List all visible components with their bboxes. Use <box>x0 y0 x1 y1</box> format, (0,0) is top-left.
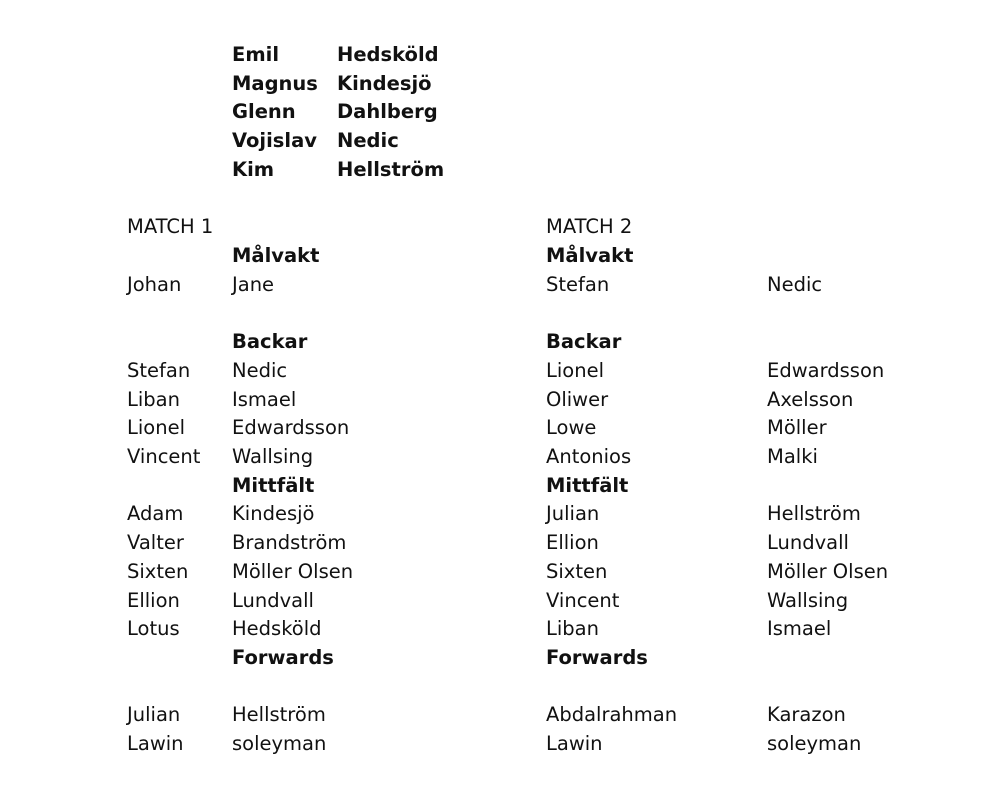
match1-player-first-name: Lionel <box>127 416 185 439</box>
match1-player-last-name: Jane <box>232 273 275 296</box>
match1-player-first-name: Liban <box>127 388 180 411</box>
staff-last-name: Nedic <box>337 129 399 152</box>
match1-midfield-heading: Mittfält <box>232 474 315 497</box>
match2-title: MATCH 2 <box>546 215 633 238</box>
match1-defenders-heading: Backar <box>232 330 308 353</box>
match1-player-last-name: soleyman <box>232 732 327 755</box>
match1-player-last-name: Nedic <box>232 359 288 382</box>
staff-first-name: Magnus <box>232 72 318 95</box>
match1-player-first-name: Lotus <box>127 617 180 640</box>
match1-player-last-name: Edwardsson <box>232 416 350 439</box>
match2-defenders-heading: Backar <box>546 330 622 353</box>
match1-player-last-name: Möller Olsen <box>232 560 354 583</box>
match1-player-first-name: Vincent <box>127 445 201 468</box>
match1-player-first-name: Sixten <box>127 560 189 583</box>
match1-player-first-name: Valter <box>127 531 184 554</box>
match2-player-first-name: Stefan <box>546 273 610 296</box>
match2-player-last-name: Lundvall <box>767 531 849 554</box>
match1-goalkeeper-heading: Målvakt <box>232 244 320 267</box>
match2-player-first-name: Sixten <box>546 560 608 583</box>
match2-player-first-name: Abdalrahman <box>546 703 678 726</box>
match1-player-last-name: Brandström <box>232 531 347 554</box>
match2-player-last-name: Wallsing <box>767 589 849 612</box>
match2-player-first-name: Oliwer <box>546 388 609 411</box>
match1-player-first-name: Johan <box>127 273 182 296</box>
staff-first-name: Vojislav <box>232 129 317 152</box>
match1-player-first-name: Julian <box>127 703 181 726</box>
match1-player-first-name: Stefan <box>127 359 191 382</box>
match2-player-last-name: Möller <box>767 416 827 439</box>
match2-player-first-name: Antonios <box>546 445 632 468</box>
match2-player-first-name: Lionel <box>546 359 604 382</box>
match2-player-last-name: Malki <box>767 445 818 468</box>
match2-player-last-name: Edwardsson <box>767 359 885 382</box>
match1-player-last-name: Ismael <box>232 388 297 411</box>
match2-forwards-heading: Forwards <box>546 646 648 669</box>
staff-first-name: Kim <box>232 158 275 181</box>
match1-player-last-name: Lundvall <box>232 589 314 612</box>
match2-player-first-name: Liban <box>546 617 599 640</box>
match2-player-last-name: Hellström <box>767 502 861 525</box>
match2-player-first-name: Lawin <box>546 732 603 755</box>
match1-title: MATCH 1 <box>127 215 214 238</box>
match1-player-last-name: Hellström <box>232 703 326 726</box>
match2-goalkeeper-heading: Målvakt <box>546 244 634 267</box>
staff-last-name: Hellström <box>337 158 445 181</box>
match1-player-last-name: Wallsing <box>232 445 314 468</box>
match1-player-first-name: Ellion <box>127 589 180 612</box>
staff-last-name: Kindesjö <box>337 72 432 95</box>
match2-midfield-heading: Mittfält <box>546 474 629 497</box>
match2-player-first-name: Julian <box>546 502 600 525</box>
match1-player-first-name: Lawin <box>127 732 184 755</box>
match2-player-first-name: Vincent <box>546 589 620 612</box>
match1-forwards-heading: Forwards <box>232 646 334 669</box>
staff-last-name: Dahlberg <box>337 100 438 123</box>
match1-player-last-name: Hedsköld <box>232 617 322 640</box>
match2-player-last-name: Nedic <box>767 273 823 296</box>
match2-player-last-name: Möller Olsen <box>767 560 889 583</box>
staff-first-name: Glenn <box>232 100 296 123</box>
match2-player-last-name: Axelsson <box>767 388 854 411</box>
staff-last-name: Hedsköld <box>337 43 439 66</box>
match2-player-last-name: soleyman <box>767 732 862 755</box>
match2-player-first-name: Lowe <box>546 416 597 439</box>
staff-first-name: Emil <box>232 43 280 66</box>
match1-player-first-name: Adam <box>127 502 184 525</box>
match2-player-last-name: Ismael <box>767 617 832 640</box>
match1-player-last-name: Kindesjö <box>232 502 315 525</box>
match2-player-first-name: Ellion <box>546 531 599 554</box>
match2-player-last-name: Karazon <box>767 703 846 726</box>
